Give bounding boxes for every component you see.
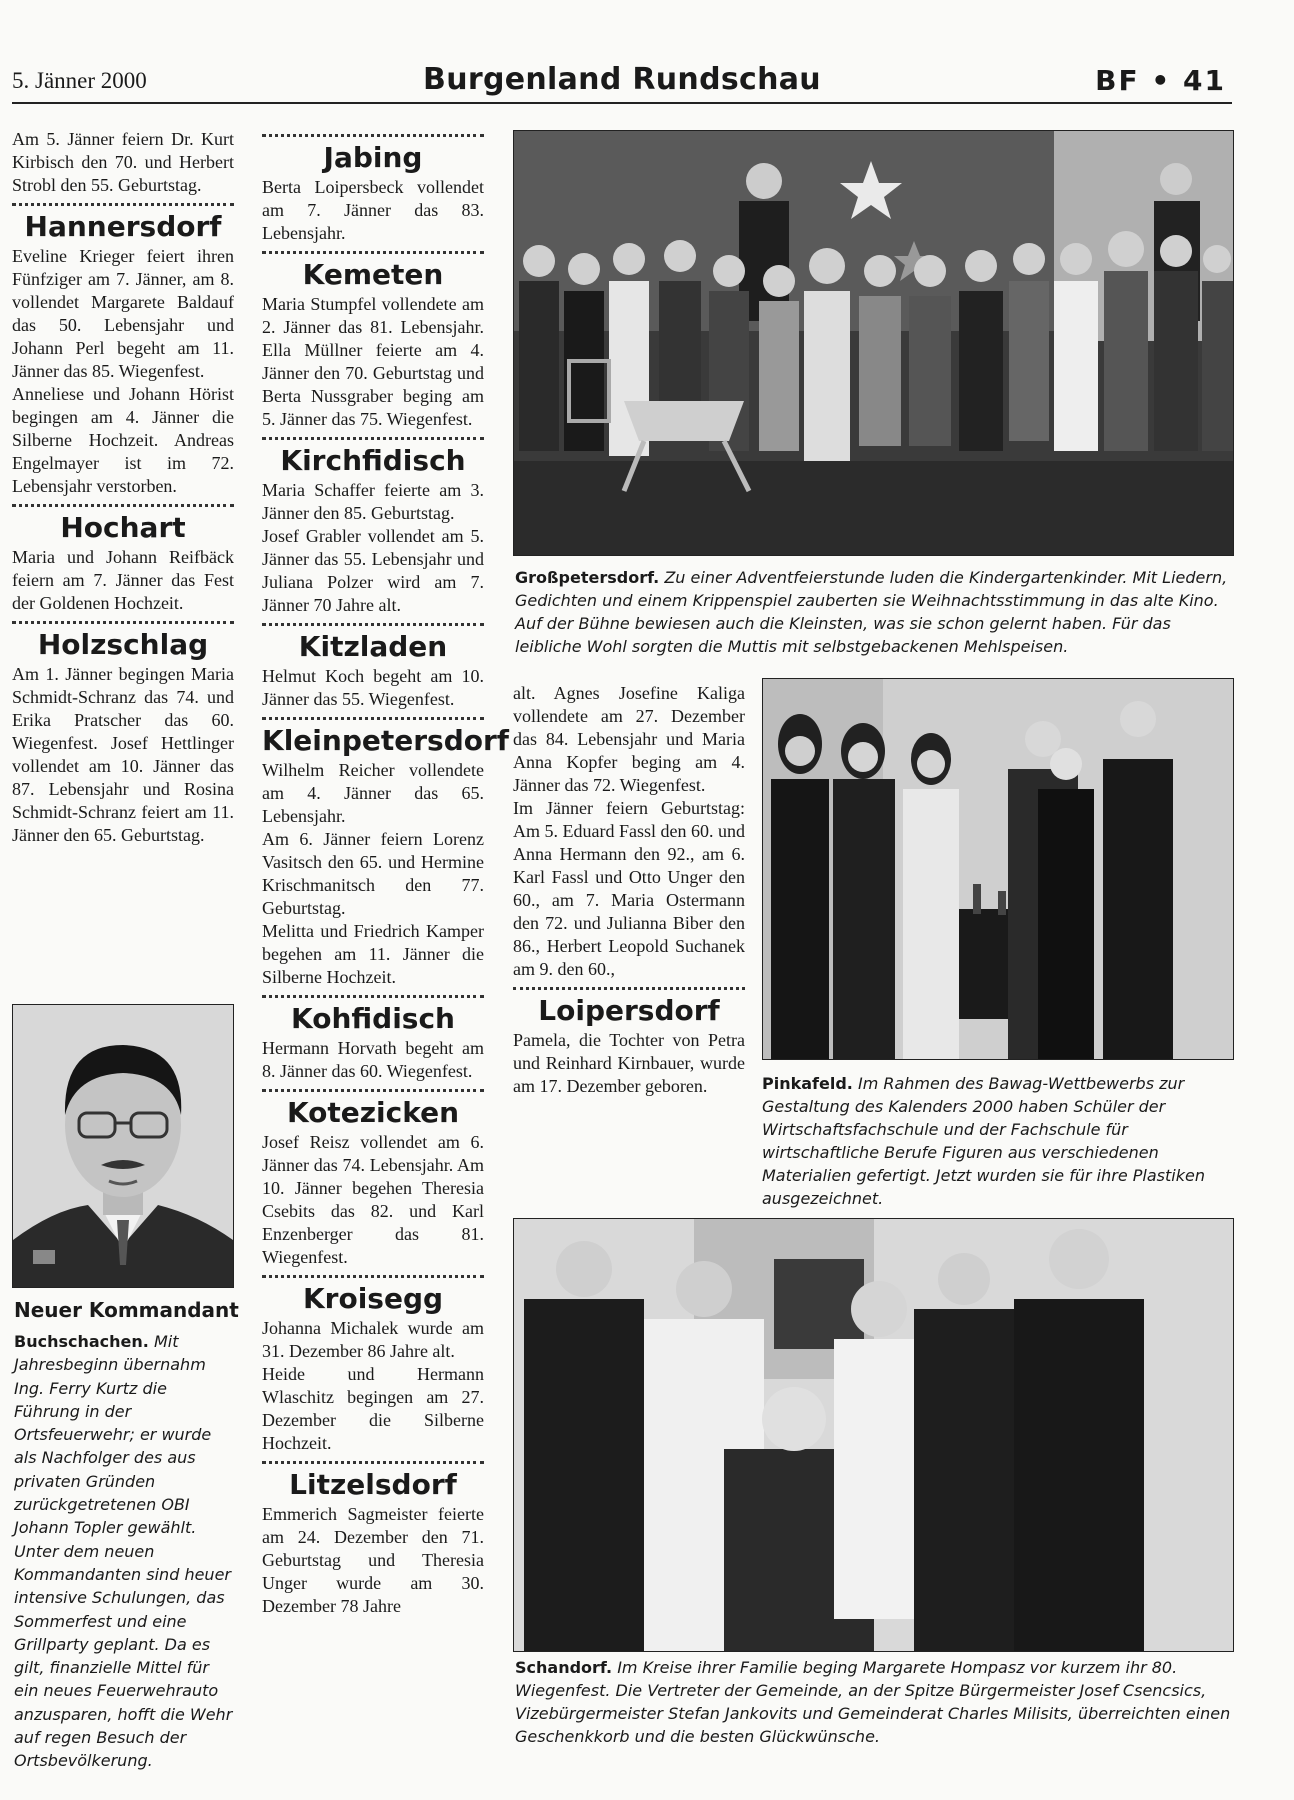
col1-sections bbox=[12, 203, 234, 847]
section-heading: Kirchfidisch bbox=[280, 444, 466, 477]
news-section bbox=[262, 251, 484, 431]
caption-text: Zu einer Adventfeierstunde luden die Kindergartenkinder. Mit Liedern, Gedichten und einem Krippenspiel zauberten sie Weihnachtsstimmung in das alte Kino. Auf der Bühne bewiesen auch die Kleinsten, was sie schon gelernt haben. Für das leibliche Wohl sorgten die Muttis mit selbstgebackenen Mehlspeisen. bbox=[515, 568, 1228, 656]
section-heading: Kemeten bbox=[302, 258, 444, 291]
col2-sections bbox=[262, 134, 509, 1618]
section-paragraph: Am 6. Jänner feiern Lorenz Vasitsch den 65. und Hermine Krischmanitsch den 77. Geburtstag. bbox=[262, 829, 484, 918]
caption-place: Schandorf. bbox=[515, 1658, 613, 1677]
section-paragraph: Heide und Hermann Wlaschitz begingen am 27. Dezember die Silberne Hochzeit. bbox=[262, 1364, 484, 1453]
section-heading: Litzelsdorf bbox=[289, 1468, 457, 1501]
section-paragraph: Am 1. Jänner begingen Maria Schmidt-Schranz das 74. und Erika Pratscher das 60. Wiegenfest. Josef Hettlinger vollendet am 10. Jänner das 87. Lebensjahr und Rosina Schmidt-Schranz feiert am 11. Jänner den 65. Geburtstag. bbox=[12, 664, 234, 845]
kommandant-portrait-photo bbox=[12, 1004, 234, 1288]
students-photo-caption bbox=[762, 1072, 1232, 1210]
caption-place: Pinkafeld. bbox=[762, 1074, 853, 1093]
dotted-divider bbox=[513, 987, 745, 990]
family-photo-caption bbox=[515, 1656, 1231, 1748]
section-paragraph: Josef Reisz vollendet am 6. Jänner das 74. Lebensjahr. Am 10. Jänner begehen Theresia Csebits das 82. und Karl Enzenberger das 81. Wiegenfest. bbox=[262, 1132, 484, 1267]
section-heading: Kroisegg bbox=[302, 1282, 444, 1315]
section-paragraph: Eveline Krieger feiert ihren Fünfziger am 7. Jänner, am 8. vollendet Margarete Baldauf das 50. Lebensjahr und Johann Perl begeht am 11. Jänner das 85. Wiegenfest. bbox=[12, 246, 234, 381]
dotted-divider bbox=[262, 251, 484, 254]
intro-paragraph: Am 5. Jänner feiern Dr. Kurt Kirbisch den 70. und Herbert Strobl den 55. Geburtstag. bbox=[12, 129, 234, 195]
news-section bbox=[262, 1461, 484, 1618]
continuation-paragraph: alt. Agnes Josefine Kaliga vollendete am 27. Dezember das 84. Lebensjahr und Maria Anna Kopfer beging am 4. Jänner das 72. Wiegenfest. bbox=[513, 683, 745, 795]
section-heading: Kleinpetersdorf bbox=[262, 724, 509, 757]
section-heading: Kitzladen bbox=[298, 630, 448, 663]
section-paragraph: Anneliese und Johann Hörist begingen am 4. Jänner die Silberne Hochzeit. Andreas Engelmayer ist im 72. Lebensjahr verstorben. bbox=[12, 384, 234, 496]
news-section bbox=[262, 623, 484, 711]
dotted-divider bbox=[262, 717, 484, 720]
section-heading: Kohfidisch bbox=[291, 1002, 455, 1035]
section-paragraph: Helmut Koch begeht am 10. Jänner das 55. Wiegenfest. bbox=[262, 666, 484, 709]
dotted-divider bbox=[12, 203, 234, 206]
section-heading: Hochart bbox=[60, 511, 186, 544]
kommandant-heading: Neuer Kommandant bbox=[14, 1298, 239, 1322]
students-award-photo bbox=[762, 678, 1234, 1060]
section-paragraph: Pamela, die Tochter von Petra und Reinhard Kirnbauer, wurde am 17. Dezember geboren. bbox=[513, 1030, 745, 1096]
section-heading: Holzschlag bbox=[37, 628, 209, 661]
news-section bbox=[513, 987, 745, 1098]
kindergarten-stage-photo bbox=[513, 130, 1234, 556]
page-number: BF • 41 bbox=[1095, 64, 1226, 97]
news-section bbox=[12, 504, 234, 615]
dotted-divider bbox=[12, 504, 234, 507]
caption-place: Großpetersdorf. bbox=[515, 568, 660, 587]
family-birthday-photo bbox=[513, 1218, 1234, 1652]
kommandant-place: Buchschachen. bbox=[14, 1332, 149, 1351]
kommandant-article bbox=[14, 1330, 234, 1773]
news-section bbox=[262, 717, 509, 989]
dotted-divider bbox=[262, 437, 484, 440]
section-paragraph: Josef Grabler vollendet am 5. Jänner das 55. Lebensjahr und Juliana Polzer wird am 7. Jänner 70 Jahre alt. bbox=[262, 526, 484, 615]
caption-text: Im Rahmen des Bawag-Wettbewerbs zur Gestaltung des Kalenders 2000 haben Schüler der Wirtschaftsfachschule und der Fachschule für wirtschaftliche Berufe Figuren aus verschiedenen Materialien gefertigt. Jetzt wurden sie für ihre Plastiken ausgezeichnet. bbox=[762, 1074, 1205, 1208]
dotted-divider bbox=[12, 621, 234, 624]
section-heading: Kotezicken bbox=[286, 1096, 460, 1129]
section-paragraph: Wilhelm Reicher vollendete am 4. Jänner das 65. Lebensjahr. bbox=[262, 760, 484, 826]
dotted-divider bbox=[262, 1089, 484, 1092]
news-section bbox=[262, 995, 484, 1083]
news-section bbox=[262, 1275, 484, 1455]
newspaper-title: Burgenland Rundschau bbox=[423, 62, 821, 97]
dotted-divider bbox=[262, 623, 484, 626]
section-heading: Jabing bbox=[323, 141, 423, 174]
dotted-divider bbox=[262, 1275, 484, 1278]
news-section bbox=[262, 437, 484, 617]
page-header bbox=[12, 62, 1232, 104]
section-heading: Hannersdorf bbox=[24, 210, 222, 243]
section-paragraph: Melitta und Friedrich Kamper begehen am 11. Jänner die Silberne Hochzeit. bbox=[262, 921, 484, 987]
section-paragraph: Johanna Michalek wurde am 31. Dezember 86 Jahre alt. bbox=[262, 1318, 484, 1361]
section-heading: Loipersdorf bbox=[538, 994, 720, 1027]
news-section bbox=[262, 134, 484, 245]
section-paragraph: Maria Stumpfel vollendete am 2. Jänner das 81. Lebensjahr. Ella Müllner feierte am 4. Jänner den 70. Geburtstag und Berta Nussgraber beging am 5. Jänner das 75. Wiegenfest. bbox=[262, 294, 484, 429]
section-paragraph: Berta Loipersbeck vollendet am 7. Jänner das 83. Lebensjahr. bbox=[262, 177, 484, 243]
stage-photo-caption bbox=[515, 566, 1231, 658]
section-paragraph: Maria Schaffer feierte am 3. Jänner den 85. Geburtstag. bbox=[262, 480, 484, 523]
dotted-divider bbox=[262, 134, 484, 137]
news-section bbox=[262, 1089, 484, 1269]
caption-text: Im Kreise ihrer Familie beging Margarete Hompasz vor kurzem ihr 80. Wiegenfest. Die Vertreter der Gemeinde, an der Spitze Bürgermeister Josef Csencsics, Vizebürgermeister Stefan Jankovits und Gemeinderat Charles Milisits, überreichten einen Geschenkkorb und die besten Glückwünsche. bbox=[515, 1658, 1231, 1746]
continuation-paragraph: Im Jänner feiern Geburtstag: Am 5. Eduard Fassl den 60. und Anna Hermann den 92., am 6. Karl Fassl und Otto Unger den 60., am 7. Maria Ostermann den 72. und Julianna Biber den 86., Herbert Leopold Suchanek am 9. den 60., bbox=[513, 798, 745, 979]
column-3 bbox=[513, 682, 745, 1098]
kommandant-text: Mit Jahresbeginn übernahm Ing. Ferry Kurtz die Führung in der Ortsfeuerwehr; er wurde als Nachfolger des aus privaten Gründen zurückgetretenen OBI Johann Topler gewählt. Unter dem neuen Kommandanten sind heuer intensive Schulungen, das Sommerfest und eine Grillparty geplant. Da es gilt, finanzielle Mittel für ein neues Feuerwehrauto anzusparen, hofft die Wehr auf regen Besuch der Ortsbevölkerung. bbox=[14, 1332, 233, 1771]
section-paragraph: Emmerich Sagmeister feierte am 24. Dezember den 71. Geburtstag und Theresia Unger wurde am 30. Dezember 78 Jahre bbox=[262, 1504, 484, 1616]
news-section bbox=[12, 621, 234, 847]
news-section bbox=[12, 203, 234, 498]
section-paragraph: Maria und Johann Reifbäck feiern am 7. Jänner das Fest der Goldenen Hochzeit. bbox=[12, 547, 234, 613]
dotted-divider bbox=[262, 1461, 484, 1464]
col3-sections bbox=[513, 987, 745, 1098]
dotted-divider bbox=[262, 995, 484, 998]
section-paragraph: Hermann Horvath begeht am 8. Jänner das 60. Wiegenfest. bbox=[262, 1038, 484, 1081]
issue-date: 5. Jänner 2000 bbox=[12, 68, 147, 93]
column-1 bbox=[12, 128, 234, 847]
column-2 bbox=[262, 128, 509, 1618]
